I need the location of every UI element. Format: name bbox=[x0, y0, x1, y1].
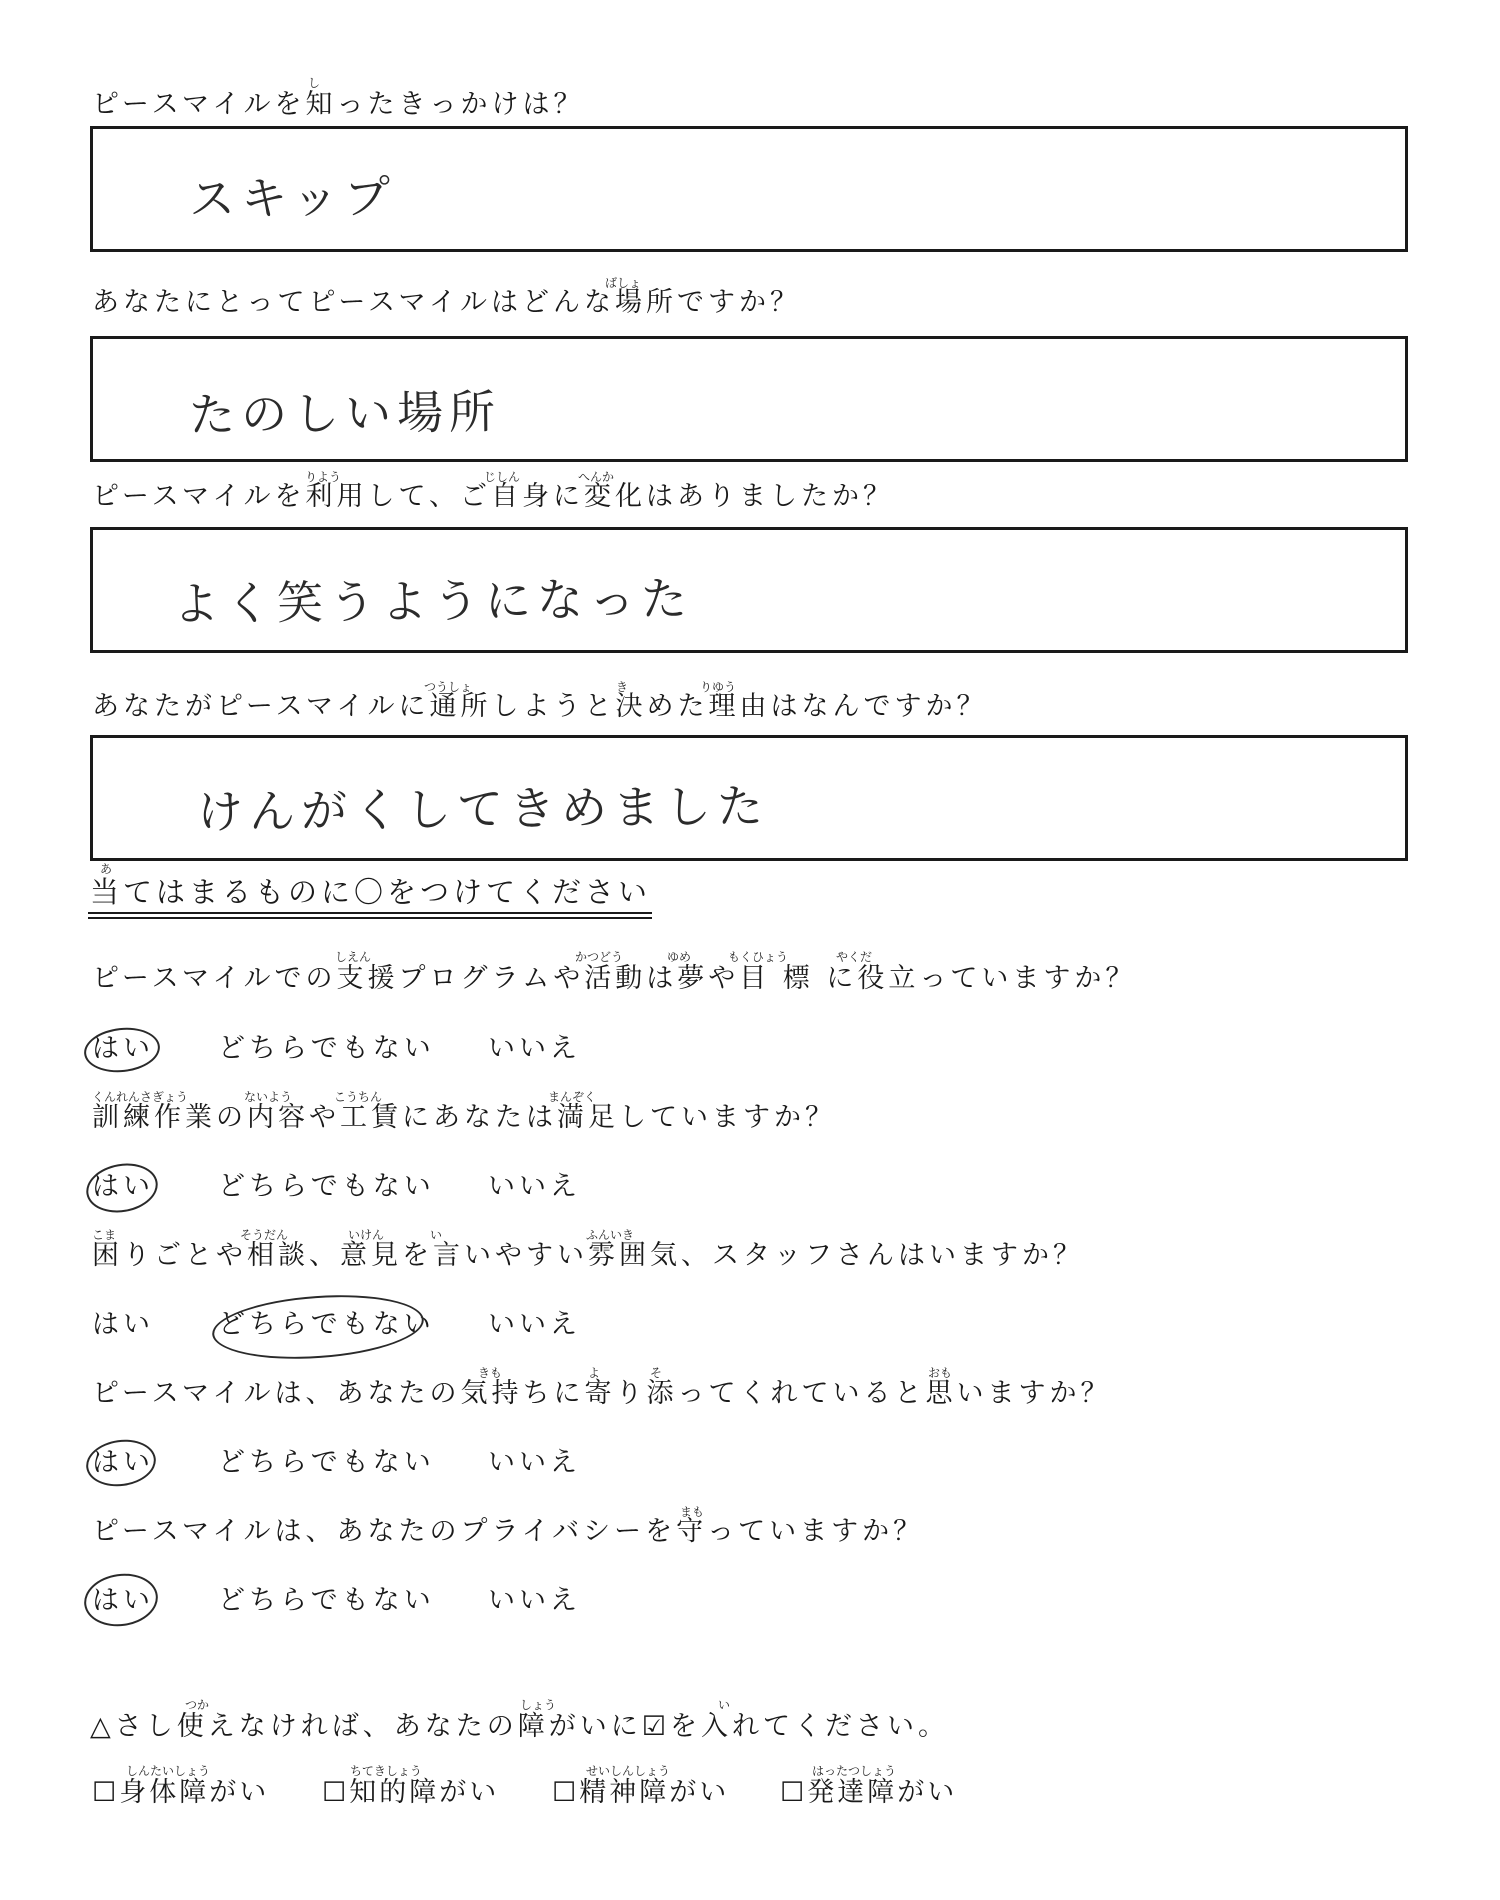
ruby: きも bbox=[478, 1366, 503, 1380]
ruby: へんか bbox=[578, 470, 615, 484]
ruby: いけん bbox=[348, 1228, 385, 1242]
option-yes[interactable]: はい bbox=[92, 1033, 154, 1064]
option-yes[interactable]: はい bbox=[92, 1585, 154, 1616]
ruby: い bbox=[718, 1698, 731, 1712]
survey-question: ピースマイルは、あなたの気持ちに寄り添ってくれていると思いますか？ bbox=[92, 1378, 1112, 1409]
ruby: き bbox=[616, 680, 629, 694]
option-no[interactable]: いいえ bbox=[488, 1309, 581, 1340]
ruby: ちてきしょう bbox=[350, 1764, 422, 1778]
ruby: こうちん bbox=[334, 1090, 383, 1104]
handwritten-answer: スキップ bbox=[188, 169, 397, 226]
ruby: ふんいき bbox=[586, 1228, 635, 1242]
ruby: そ bbox=[650, 1366, 663, 1380]
ruby: しんたいしょう bbox=[126, 1764, 211, 1778]
option-yes[interactable]: はい bbox=[92, 1447, 154, 1478]
handwritten-answer: よく笑うようになった bbox=[172, 571, 694, 631]
ruby: せいしんしょう bbox=[586, 1764, 671, 1778]
ruby: こま bbox=[92, 1228, 117, 1242]
ruby: あ bbox=[100, 862, 113, 876]
ruby: じしん bbox=[484, 470, 521, 484]
survey-question: ピースマイルは、あなたのプライバシーを守っていますか？ bbox=[92, 1516, 925, 1547]
selection-circle bbox=[83, 1435, 159, 1490]
heading-underline bbox=[88, 912, 652, 914]
selection-circle bbox=[210, 1289, 426, 1366]
survey-question: 訓練作業の内容や工賃にあなたは満足していますか？ bbox=[92, 1102, 836, 1133]
ruby: まんぞく bbox=[548, 1090, 597, 1104]
answer-box[interactable] bbox=[90, 126, 1408, 252]
ruby: かつどう bbox=[575, 950, 624, 964]
ruby: そうだん bbox=[240, 1228, 289, 1242]
checkbox-label: 知的障がい bbox=[349, 1777, 500, 1808]
handwritten-answer: けんがくしてきめました bbox=[196, 779, 770, 839]
empty-checkbox-icon[interactable]: ☐ bbox=[92, 1777, 120, 1808]
option-neutral[interactable]: どちらでもない bbox=[218, 1033, 435, 1064]
checkbox-developmental[interactable] bbox=[780, 1776, 957, 1810]
question-text: ピースマイルを知ったきっかけは？ bbox=[92, 89, 585, 120]
checkbox-intellectual[interactable] bbox=[322, 1776, 499, 1810]
question-text: あなたがピースマイルに通所しようと決めた理由はなんですか？ bbox=[92, 691, 988, 722]
option-no[interactable]: いいえ bbox=[488, 1585, 581, 1616]
checkbox-label: 精神障がい bbox=[579, 1777, 730, 1808]
ruby: はったつしょう bbox=[812, 1764, 897, 1778]
empty-checkbox-icon[interactable]: ☐ bbox=[322, 1777, 350, 1808]
option-no[interactable]: いいえ bbox=[488, 1447, 581, 1478]
checkbox-physical[interactable] bbox=[92, 1776, 269, 1810]
ruby: くんれんさぎょう bbox=[92, 1090, 189, 1104]
ruby: やくだ bbox=[836, 950, 873, 964]
selection-circle bbox=[82, 1158, 161, 1218]
ruby: もくひょう bbox=[728, 950, 789, 964]
section-heading: 当てはまるものに〇をつけてください bbox=[90, 875, 652, 909]
option-neutral[interactable]: どちらでもない bbox=[218, 1171, 435, 1202]
option-neutral[interactable]: どちらでもない bbox=[218, 1585, 435, 1616]
ruby: りよう bbox=[305, 470, 342, 484]
option-no[interactable]: いいえ bbox=[488, 1171, 581, 1202]
question-text: あなたにとってピースマイルはどんな場所ですか？ bbox=[92, 287, 801, 318]
question-text: ピースマイルを利用して、ご自身に変化はありましたか？ bbox=[92, 481, 894, 512]
option-neutral[interactable]: どちらでもない bbox=[218, 1309, 435, 1340]
checkbox-label: 発達障がい bbox=[807, 1777, 958, 1808]
ruby: ばしょ bbox=[605, 276, 642, 290]
checkbox-mental[interactable] bbox=[552, 1776, 729, 1810]
answer-box[interactable] bbox=[90, 735, 1408, 861]
option-no[interactable]: いいえ bbox=[488, 1033, 581, 1064]
ruby: つか bbox=[185, 1698, 210, 1712]
ruby: まも bbox=[680, 1505, 705, 1519]
option-yes[interactable]: はい bbox=[92, 1171, 154, 1202]
handwritten-answer: たのしい場所 bbox=[188, 384, 502, 442]
empty-checkbox-icon[interactable]: ☐ bbox=[552, 1777, 580, 1808]
ruby: し bbox=[308, 76, 321, 90]
ruby: ゆめ bbox=[667, 950, 692, 964]
answer-box[interactable] bbox=[90, 527, 1408, 653]
ruby: おも bbox=[928, 1366, 953, 1380]
option-neutral[interactable]: どちらでもない bbox=[218, 1447, 435, 1478]
survey-question: ピースマイルでの支援プログラムや活動は夢や目 標 に役立っていますか？ bbox=[92, 963, 1137, 994]
selection-circle bbox=[81, 1569, 162, 1631]
empty-checkbox-icon[interactable]: ☐ bbox=[780, 1777, 808, 1808]
ruby: しょう bbox=[520, 1698, 557, 1712]
disability-instruction: △さし使えなければ、あなたの障がいに☑を入れてください。 bbox=[90, 1711, 949, 1742]
answer-box[interactable] bbox=[90, 336, 1408, 462]
ruby: つうしょ bbox=[424, 680, 473, 694]
ruby: ないよう bbox=[244, 1090, 293, 1104]
ruby: よ bbox=[588, 1366, 601, 1380]
ruby: い bbox=[430, 1228, 443, 1242]
checkbox-label: 身体障がい bbox=[119, 1777, 270, 1808]
option-yes[interactable]: はい bbox=[92, 1309, 154, 1340]
survey-question: 困りごとや相談、意見を言いやすい雰囲気、スタッフさんはいますか？ bbox=[92, 1240, 1084, 1271]
ruby: りゆう bbox=[700, 680, 737, 694]
ruby: しえん bbox=[335, 950, 372, 964]
heading-underline bbox=[88, 917, 652, 919]
